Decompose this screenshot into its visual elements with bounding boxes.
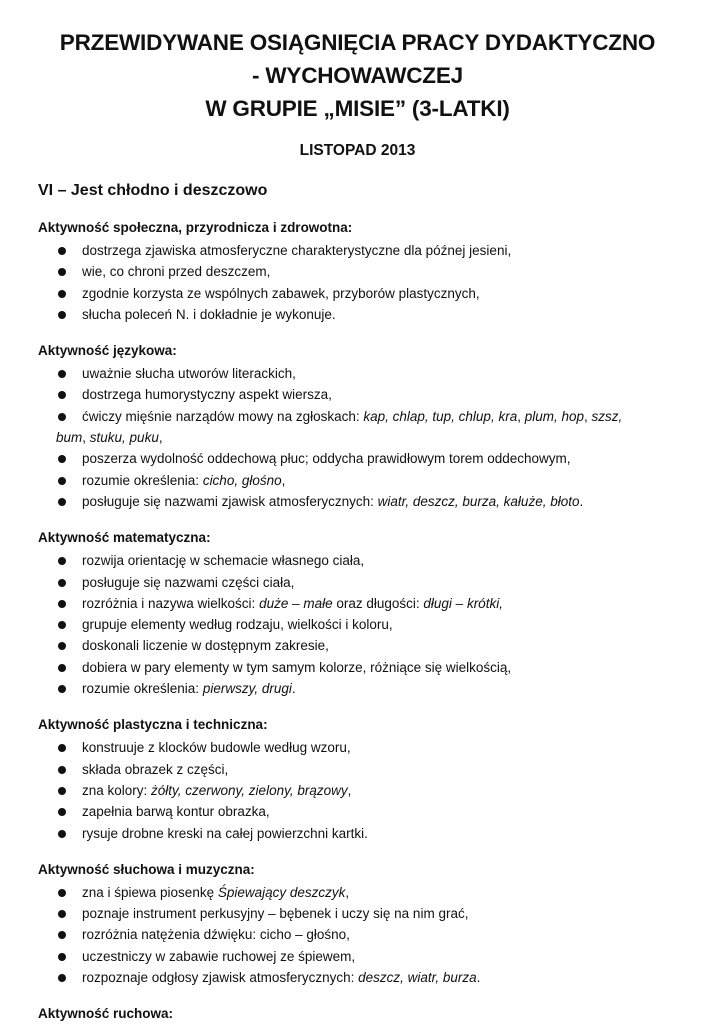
list-item-text: poszerza wydolność oddechową płuc; oddycha prawidłowym torem oddechowym,	[82, 451, 571, 467]
list-item-text: dostrzega zjawiska atmosferyczne charakterystyczne dla późnej jesieni,	[82, 243, 512, 258]
list-item-text: ,	[584, 408, 592, 424]
bullet-icon	[58, 889, 66, 897]
bullet-icon	[58, 974, 66, 982]
section-title: Aktywność słuchowa i muzyczna:	[38, 861, 255, 877]
section-language	[38, 341, 677, 512]
list-item	[38, 304, 677, 325]
list-item-text: rozumie określenia:	[82, 472, 203, 488]
list-item-italic: pierwszy, drugi	[202, 681, 292, 697]
list-item	[38, 283, 677, 304]
section-hearing-music	[38, 860, 677, 988]
list-item-text: rozpoznaje odgłosy zjawisk atmosferycznych:	[82, 970, 359, 986]
section-math	[38, 528, 677, 699]
document-date: LISTOPAD 2013	[299, 142, 416, 159]
document-title	[38, 26, 677, 125]
list-item	[38, 363, 677, 384]
bullet-icon	[58, 247, 66, 255]
title-line-3: W GRUPIE „MISIE” (3-LATKI)	[205, 96, 510, 121]
bullet-icon	[58, 787, 66, 795]
bullet-icon	[58, 953, 66, 961]
bullet-icon	[58, 621, 66, 629]
list-item-italic: cicho, głośno	[202, 472, 282, 488]
list-item-text: uczestniczy w zabawie ruchowej ze śpiewem,	[82, 948, 356, 964]
list-item-text: .	[476, 970, 481, 986]
list-item-text: ,	[281, 472, 286, 488]
list-item-text: ,	[158, 430, 163, 446]
bullet-icon	[58, 311, 66, 319]
bullet-icon	[58, 579, 66, 587]
list-item-italic: kap, chlap, tup, chlup, kra	[363, 408, 518, 424]
list-item-text: ,	[345, 884, 350, 900]
list-item-text: zna i śpiewa piosenkę	[82, 884, 218, 900]
list-item-text: zgodnie korzysta ze wspólnych zabawek, przyborów plastycznych,	[82, 285, 480, 301]
list-item	[38, 678, 677, 699]
bullet-icon	[58, 600, 66, 608]
bullet-icon	[58, 830, 66, 838]
list-item	[38, 903, 677, 924]
bullet-list	[38, 737, 677, 843]
list-item-italic: długi – krótki,	[423, 595, 503, 611]
list-item-text: słucha poleceń N. i dokładnie je wykonuje.	[82, 306, 336, 322]
list-item	[38, 448, 677, 469]
list-item	[38, 737, 677, 758]
list-item-text: rozróżnia natężenia dźwięku: cicho – głośno,	[82, 927, 350, 943]
list-item-italic: wiatr, deszcz, burza, kałuże, błoto	[377, 493, 580, 509]
list-item-text: rozumie określenia:	[82, 681, 203, 697]
bullet-list	[38, 882, 677, 988]
list-item	[38, 635, 677, 656]
section-title: Aktywność społeczna, przyrodnicza i zdrowotna:	[38, 220, 353, 235]
list-item-italic: plum, hop	[524, 408, 585, 424]
list-item	[38, 759, 677, 780]
list-item-text: ,	[82, 430, 90, 446]
section-title: Aktywność plastyczna i techniczna:	[38, 717, 268, 733]
title-line-2: - WYCHOWAWCZEJ	[252, 63, 463, 88]
list-item	[38, 261, 677, 282]
list-item-italic: żółty, czerwony, zielony, brązowy	[151, 782, 348, 798]
list-item-text: wie, co chroni przed deszczem,	[82, 264, 271, 280]
list-item-text: poznaje instrument perkusyjny – bębenek i uczy się na nim grać,	[82, 906, 469, 922]
bullet-icon	[58, 290, 66, 298]
bullet-icon	[58, 391, 66, 399]
list-item	[38, 491, 677, 512]
list-item-text: posługuje się nazwami części ciała,	[82, 574, 295, 590]
list-item-italic: szsz,	[591, 408, 623, 424]
section-movement	[38, 1004, 677, 1024]
bullet-icon	[58, 910, 66, 918]
list-item	[38, 614, 677, 635]
list-item-text: konstruuje z klocków budowle według wzoru,	[82, 740, 351, 756]
list-item-text: .	[579, 493, 584, 509]
section-social-nature-health	[38, 218, 677, 325]
list-item	[38, 967, 677, 988]
bullet-list	[38, 550, 677, 699]
list-item-text: doskonali liczenie w dostępnym zakresie,	[82, 638, 329, 654]
section-title: Aktywność ruchowa:	[38, 1006, 174, 1022]
list-item-text: posługuje się nazwami zjawisk atmosferycznych:	[82, 493, 378, 509]
list-item-continuation	[56, 427, 677, 448]
list-item-italic: bum	[56, 430, 83, 446]
list-item	[38, 593, 677, 614]
list-item	[38, 780, 677, 801]
bullet-icon	[58, 685, 66, 693]
list-item-italic: Śpiewający deszczyk	[217, 884, 346, 900]
list-item-italic: deszcz, wiatr, burza	[358, 970, 477, 986]
bullet-icon	[58, 664, 66, 672]
list-item-text: zna kolory:	[82, 782, 152, 798]
list-item-text: oraz długości:	[332, 595, 424, 611]
bullet-icon	[58, 455, 66, 463]
list-item-text: rozróżnia i nazywa wielkości:	[82, 595, 260, 611]
list-item	[38, 550, 677, 571]
bullet-icon	[58, 268, 66, 276]
list-item-text: rozwija orientację w schemacie własnego ciała,	[82, 553, 365, 569]
list-item-text: rysuje drobne kreski na całej powierzchni kartki.	[82, 825, 368, 841]
list-item-italic: stuku, puku	[89, 430, 159, 446]
bullet-icon	[58, 744, 66, 752]
list-item	[38, 882, 677, 903]
list-item	[38, 946, 677, 967]
section-art-technical	[38, 715, 677, 843]
list-item-text: ,	[347, 782, 352, 798]
bullet-icon	[58, 931, 66, 939]
list-item-text: uważnie słucha utworów literackich,	[82, 366, 296, 382]
list-item	[38, 924, 677, 945]
list-item	[38, 801, 677, 822]
bullet-list	[38, 363, 677, 512]
section-title: Aktywność językowa:	[38, 343, 177, 359]
bullet-icon	[58, 498, 66, 506]
bullet-icon	[58, 370, 66, 378]
list-item-text: grupuje elementy według rodzaju, wielkości i koloru,	[82, 617, 393, 633]
list-item-text: składa obrazek z części,	[82, 761, 229, 777]
bullet-icon	[58, 557, 66, 565]
bullet-icon	[58, 642, 66, 650]
chapter-heading: VI – Jest chłodno i deszczowo	[38, 182, 268, 199]
title-line-1: PRZEWIDYWANE OSIĄGNIĘCIA PRACY DYDAKTYCZNO	[59, 30, 656, 55]
list-item-text: ,	[517, 408, 525, 424]
list-item	[38, 657, 677, 678]
bullet-icon	[58, 808, 66, 816]
list-item	[38, 572, 677, 593]
bullet-icon	[58, 766, 66, 774]
bullet-icon	[58, 477, 66, 485]
list-item	[38, 470, 677, 491]
list-item	[38, 240, 677, 261]
list-item	[38, 823, 677, 844]
list-item-italic: duże – małe	[259, 595, 333, 611]
list-item-text: .	[291, 681, 296, 697]
list-item-text: dobiera w pary elementy w tym samym kolorze, różniące się wielkością,	[82, 659, 512, 675]
list-item	[38, 384, 677, 405]
list-item-text: zapełnia barwą kontur obrazka,	[82, 804, 270, 820]
bullet-list	[38, 240, 677, 325]
list-item-text: ćwiczy mięśnie narządów mowy na zgłoskach:	[82, 408, 364, 424]
list-item-text: dostrzega humorystyczny aspekt wiersza,	[82, 387, 332, 403]
list-item	[38, 406, 677, 449]
section-title: Aktywność matematyczna:	[38, 530, 211, 546]
bullet-icon	[58, 413, 66, 421]
